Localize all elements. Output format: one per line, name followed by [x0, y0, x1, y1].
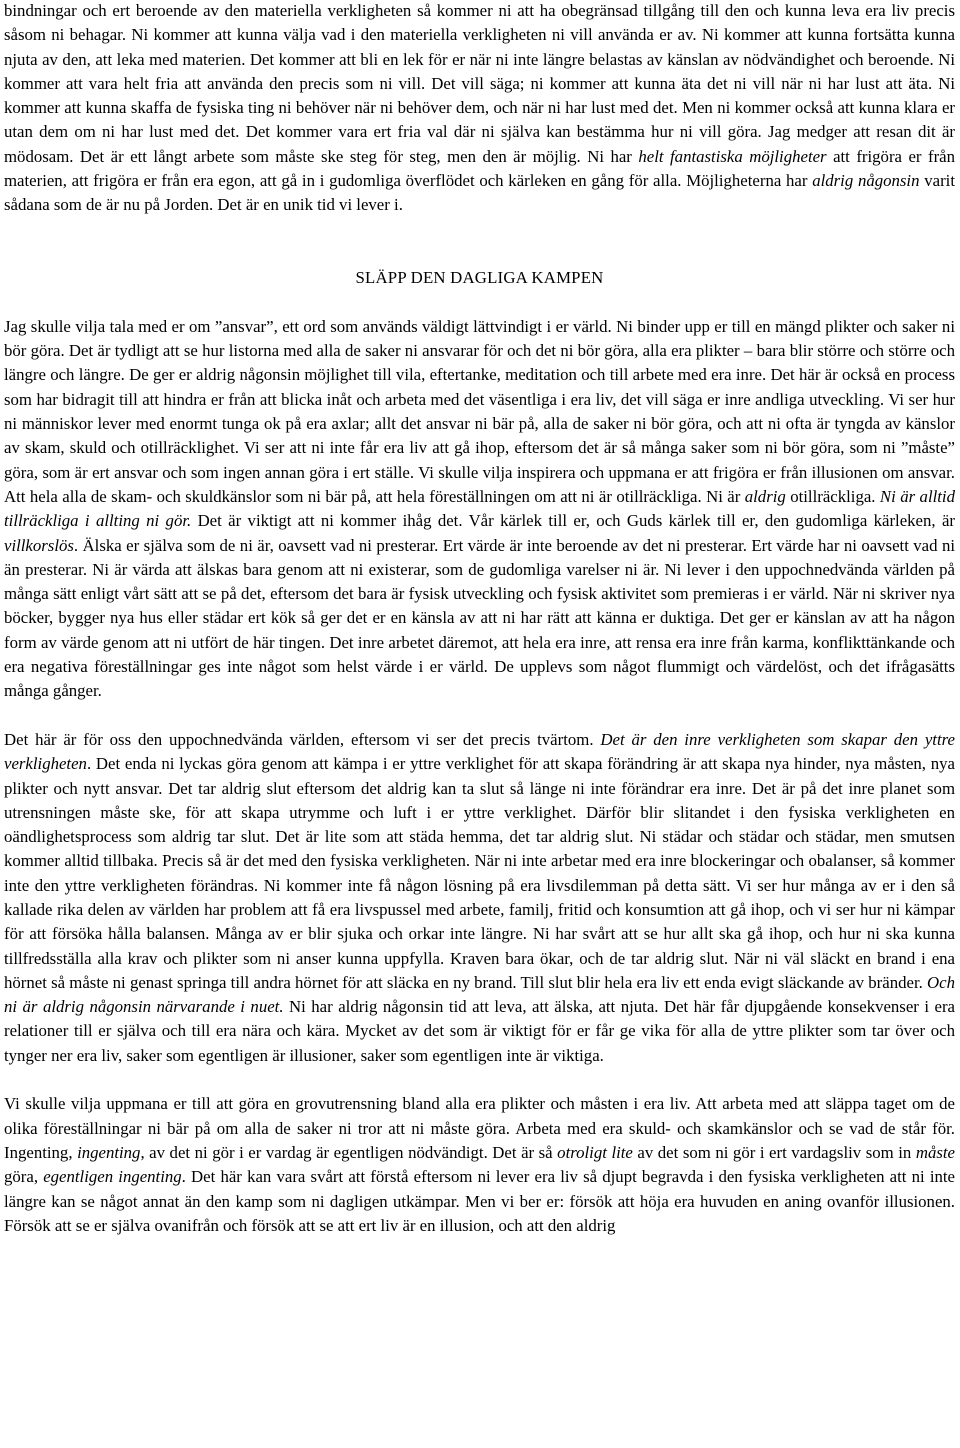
text-run: Jag skulle vilja tala med er om ”ansvar”, ett ord som används väldigt lättvindigt i er värld. Ni binder upp er till en mängd plikter och saker ni bör göra. Det är tydligt att se hur listorna med alla de saker ni ansvarar för och det ni bör göra, alla era plikter – bara blir större och större och längre och längre. De ger er aldrig någonsin möjlighet till vila, eftertanke, meditation och till arbete med era inre. Det här är också en process som har bidragit till att hindra er från att blicka inåt och arbeta med det väsentliga i era liv, det vill säga er inre andliga utveckling. Vi ser hur ni människor lever med enormt tunga ok på era axlar; allt det ansvar ni bär på, alla de saker ni bör göra, och att ni ofta är tyngda av känslor av skam, skuld och otillräcklighet. Vi ser att ni inte får era liv att gå ihop, eftersom det är så många saker som ni bör göra, som ni ”måste” göra, som är ert ansvar och som ingen annan göra i ert ställe. Vi skulle vilja inspirera och uppmana er att frigöra er från illusionen om ansvar. Att hela alla de skam- och skuldkänslor som ni bär på, att hela föreställningen om att ni är otillräckliga. Ni är: [4, 316, 955, 506]
text-run: varit sådana som de är nu på Jorden. Det är en unik tid vi lever i.: [4, 171, 955, 215]
italic-run: helt fantastiska möjligheter: [638, 146, 827, 166]
italic-run: aldrig någonsin: [812, 171, 920, 191]
text-run: , av det ni gör i er vardag är egentligen nödvändigt. Det är så: [140, 1142, 558, 1162]
italic-run: egentligen ingenting: [43, 1167, 182, 1187]
text-run: av det som ni gör i ert vardagsliv som in: [632, 1142, 916, 1162]
italic-run: aldrig: [744, 486, 786, 506]
italic-run: Och ni är aldrig någonsin närvarande i nuet.: [4, 972, 955, 1017]
paragraph-gap: [4, 704, 955, 728]
document-page: [4, 0, 955, 1238]
paragraph-gap: [4, 1068, 955, 1092]
text-run: . Älska er själva som de ni är, oavsett vad ni presterar. Ert värde är inte beroende av det ni presterar. Ert värde har ni oavsett vad ni än presterar. Ni är värda att älskas bara genom att ni existerar, som de gudomliga varelser ni är. Ni lever i den uppochnedvända världen på många sätt enligt vårt sätt att se på det, eftersom det bara är fysisk utveckling och fysisk aktivitet som premieras i er värld. När ni skriver nya böcker, bygger nya hus eller städar ert kök så ger det er en känsla av att ni har rätt att känna er duktiga. Det ger er känslan av att ha någon form av värde genom att ni utfört de här tingen. Det inre arbetet däremot, att hela era inre, att rensa era inre från karma, konflikttänkande och era negativa föreställningar ges inte något som helst värde i er värld. De upplevs som något flummigt och värdelöst, och det ifrågasätts många gånger.: [4, 535, 955, 701]
italic-run: ingenting: [77, 1142, 141, 1162]
text-run: göra,: [4, 1167, 44, 1187]
italic-run: Ni är alltid tillräckliga i allting ni gör.: [4, 486, 955, 531]
paragraph-gap: [4, 242, 955, 266]
text-run: Det här är för oss den uppochnedvända världen, eftersom vi ser det precis tvärtom.: [4, 729, 601, 749]
text-run: Ni har aldrig någonsin tid att leva, att älska, att njuta. Det här får djupgående konsekvenser i era relationer till er själva och till era nära och kära. Mycket av det som är viktigt för er får ge vika för alla de yttre plikter som tar över och tynger ner era liv, saker som egentligen är illusioner, saker som egentligen inte är viktiga.: [4, 997, 956, 1065]
text-run: att frigöra er från materien, att frigöra er från era egon, att gå in i gudomliga överflödet och kärleken en gång för alla. Möjligheterna har: [4, 146, 955, 191]
text-run: Vi skulle vilja uppmana er till att göra en grovutrensning bland alla era plikter och måsten i era liv. Att arbeta med att släppa taget om de olika föreställningar ni bär på om alla de saker ni tror att ni måste göra. Arbeta med era skuld- och skamkänslor och se vad de står för. Ingenting,: [4, 1094, 955, 1162]
italic-run: otroligt lite: [557, 1142, 633, 1162]
text-run: . Det här kan vara svårt att förstå eftersom ni lever era liv så djupt begravda i den fysiska verkligheten att ni inte längre kan se något annat än den kamp som ni dagligen utkämpar. Men vi ber er: försök att höja era huvuden en aning ovanför illusionen. Försök att se er själva ovanifrån och försök att se att ert liv är en illusion, och att den aldrig: [4, 1167, 955, 1235]
italic-run: villkorslös: [4, 535, 74, 555]
text-run: Det är viktigt att ni kommer ihåg det. Vår kärlek till er, och Guds kärlek till er, den gudomliga kärleken, är: [191, 511, 955, 531]
paragraph-clearing: [4, 1092, 955, 1238]
paragraph-responsibility: [4, 315, 955, 704]
text-run: . Det enda ni lyckas göra genom att kämpa i er yttre verklighet för att skapa förändring är att skapa nya hinder, nya måsten, nya plikter och nytt ansvar. Det tar aldrig slut eftersom det aldrig kan ta slut så länge ni inte förändrar era inre. Det är på det inre planet som utrensningen måste ske, för att skapa utrymme och luft i er yttre verklighet. Därför blir slitandet i den fysiska verkligheten en oändlighetsprocess som aldrig tar slut. Det är lite som att städa hemma, det tar aldrig slut. Ni städar och städar och städar, men smutsen kommer alltid tillbaka. Precis så är det med den fysiska verkligheten. När ni inte arbetar med era inre blockeringar och obalanser, så kommer inte den yttre verkligheten förändras. Ni kommer inte få någon lösning på era livsdilemman på detta sätt. Vi ser hur många av er i den så kallade rika delen av världen har problem att få era livspussel med arbete, familj, fritid och konsumtion att gå ihop, och vi ser hur ni kämpar för att försöka hålla balansen. Många av er blir sjuka och orkar inte längre. Ni har svårt att se hur allt ska gå ihop, och hur ni ska kunna tillfredsställa alla krav och plikter som ni anser kunna uppfylla. Kraven bara ökar, och de tar aldrig slut. När ni väl släckt en brand i ena hörnet så måste ni genast springa till andra hörnet för att släcka en ny brand. Till slut blir hela era liv ett enda evigt släckande av bränder.: [4, 754, 955, 992]
text-run: bindningar och ert beroende av den materiella verkligheten så kommer ni att ha obegränsad tillgång till den och kunna leva era liv precis såsom ni behagar. Ni kommer att kunna välja vad i den materiella verkligheten ni vill använda er av. Ni kommer att kunna fortsätta kunna njuta av den, att leka med materien. Det kommer att bli en lek för er när ni inte längre belastas av känslan av nödvändighet och beroende. Ni kommer att vara helt fria att använda den precis som ni vill. Det vill säga; ni kommer att kunna äta det ni vill när ni har lust att äta. Ni kommer att kunna skaffa de fysiska ting ni behöver när ni behöver dem, och när ni har lust med det. Men ni kommer också att kunna klara er utan dem om ni har lust med det. Det kommer vara ert fria val där ni själva kan bestämma hur ni vill göra. Jag medger att resan dit är mödosam. Det är ett långt arbete som måste ske steg för steg, men den är möjlig. Ni har: [4, 1, 955, 166]
paragraph-inverted-world: [4, 728, 955, 1068]
text-run: otillräckliga.: [785, 486, 880, 506]
section-heading: SLÄPP DEN DAGLIGA KAMPEN: [355, 268, 604, 288]
paragraph-intro: [4, 0, 955, 218]
paragraph-gap: [4, 291, 955, 315]
italic-run: Det är den inre verkligheten som skapar den yttre verkligheten: [4, 729, 955, 774]
paragraph-gap: [4, 218, 955, 242]
italic-run: måste: [915, 1142, 955, 1162]
